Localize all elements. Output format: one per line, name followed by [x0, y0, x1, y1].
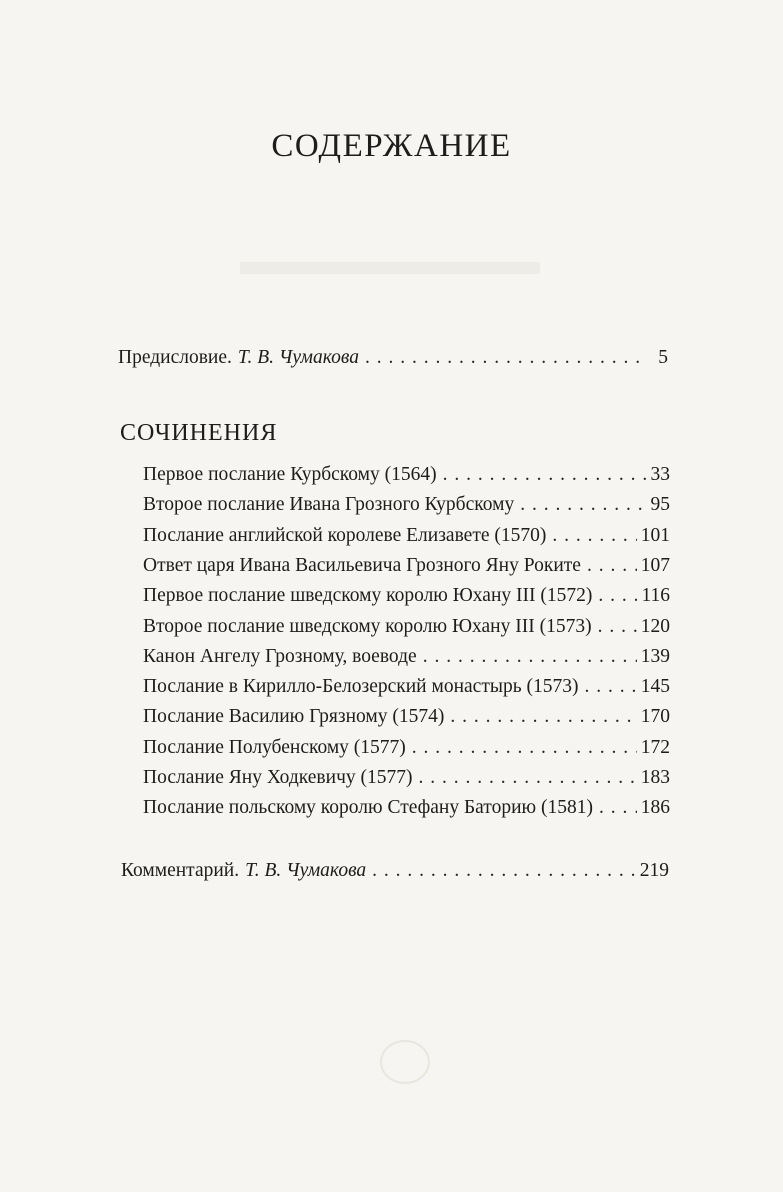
toc-entry-page: 186	[640, 797, 670, 819]
toc-entry-label: Послание польскому королю Стефану Баторию (1581)	[143, 797, 593, 819]
dot-leader	[584, 674, 636, 700]
toc-entry-page: 170	[640, 706, 670, 728]
dot-leader	[520, 492, 646, 518]
toc-entry-page: 183	[640, 767, 670, 788]
dot-leader	[587, 553, 637, 579]
bleed-through-mark	[240, 262, 540, 274]
dot-leader	[552, 523, 636, 549]
toc-entry-page: 33	[650, 464, 670, 485]
toc-entry-commentary[interactable]	[121, 858, 669, 884]
toc-entry-label: Послание Василию Грязному (1574)	[143, 706, 445, 728]
toc-entry-label: Первое послание Курбскому (1564)	[143, 464, 437, 485]
toc-entry-work[interactable]	[143, 765, 670, 791]
dot-leader	[598, 583, 637, 609]
toc-entry-work[interactable]	[143, 795, 670, 821]
toc-entry-label: Канон Ангелу Грозному, воеводе	[143, 645, 417, 667]
toc-entry-work[interactable]	[143, 674, 670, 700]
toc-entry-page: 5	[658, 347, 668, 368]
toc-entry-page: 116	[641, 585, 670, 607]
toc-entry-work[interactable]	[143, 583, 670, 609]
toc-entry-label: Послание Яну Ходкевичу (1577)	[143, 767, 413, 788]
dot-leader	[598, 614, 637, 640]
toc-entry-page: 139	[640, 645, 670, 667]
toc-entry-page: 95	[650, 494, 670, 516]
toc-entry-work[interactable]	[143, 462, 670, 488]
toc-entry-author: Т. В. Чумакова	[237, 347, 359, 368]
toc-entry-work[interactable]	[143, 735, 670, 761]
dot-leader	[365, 345, 644, 371]
dot-leader	[372, 858, 636, 884]
toc-entry-label: Послание Полубенскому (1577)	[143, 736, 406, 758]
toc-entry-preface[interactable]	[118, 345, 668, 371]
toc-entry-label: Послание в Кирилло-Белозерский монастырь (1573)	[143, 676, 579, 698]
dot-leader	[419, 765, 637, 791]
section-heading: СОЧИНЕНИЯ	[120, 420, 278, 446]
dot-leader	[450, 704, 636, 730]
toc-entry-work[interactable]	[143, 553, 670, 579]
page-title: СОДЕРЖАНИЕ	[271, 128, 512, 164]
toc-entry-work[interactable]	[143, 492, 670, 518]
toc-entry-page: 120	[640, 615, 670, 637]
toc-entry-page: 145	[640, 676, 670, 698]
toc-entry-label: Первое послание шведскому королю Юхану III (1572)	[143, 585, 593, 607]
toc-entry-work[interactable]	[143, 704, 670, 730]
toc-entry-work[interactable]	[143, 644, 670, 670]
dot-leader	[423, 644, 637, 670]
toc-entry-label: Второе послание Ивана Грозного Курбскому	[143, 494, 515, 516]
toc-entry-page: 101	[640, 524, 670, 546]
dot-leader	[443, 462, 646, 488]
toc-entry-page: 107	[640, 554, 670, 576]
dot-leader	[599, 795, 637, 821]
bleed-through-mark	[380, 1040, 430, 1084]
toc-entry-work[interactable]	[143, 523, 670, 549]
toc-entry-work[interactable]	[143, 614, 670, 640]
toc-entry-label: Второе послание шведскому королю Юхану III (1573)	[143, 615, 592, 637]
toc-entry-label: Ответ царя Ивана Васильевича Грозного Яну Роките	[143, 554, 581, 576]
toc-entry-label: Комментарий.	[121, 860, 240, 881]
toc-entry-label: Предисловие.	[118, 347, 232, 368]
toc-entry-page: 219	[639, 860, 669, 881]
toc-entry-page: 172	[640, 736, 670, 758]
toc-entry-label: Послание английской королеве Елизавете (1570)	[143, 524, 547, 546]
toc-entry-author: Т. В. Чумакова	[245, 860, 367, 881]
dot-leader	[412, 735, 637, 761]
